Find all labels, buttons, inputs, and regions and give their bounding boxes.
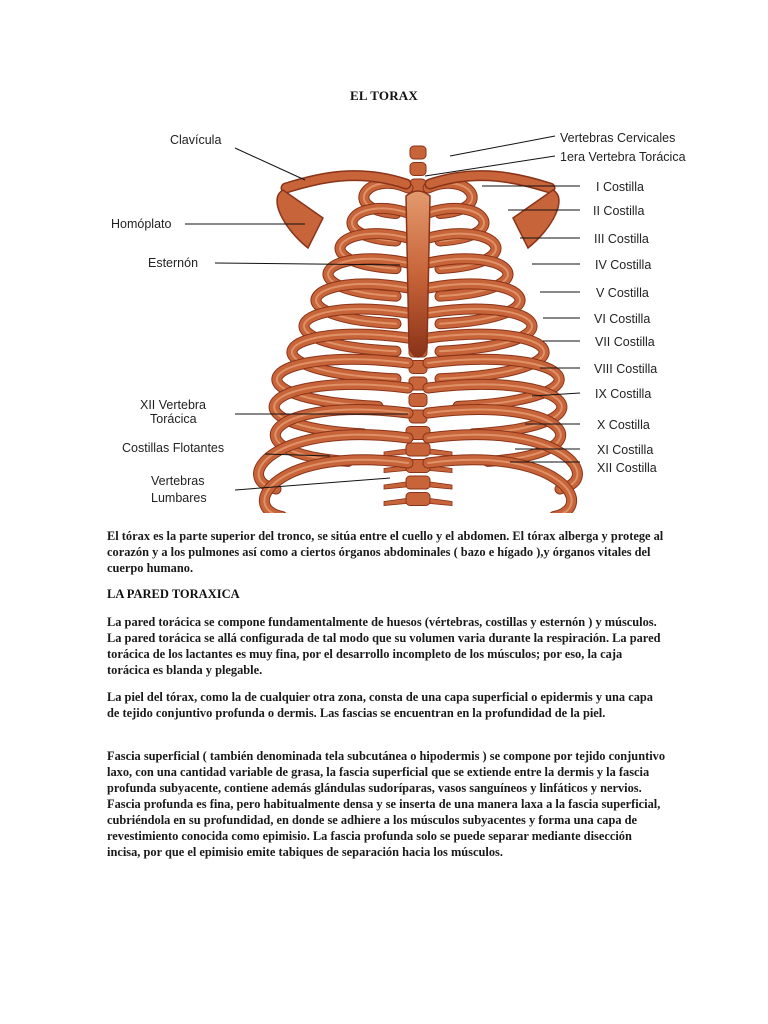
label-costilla-xii: XII Costilla bbox=[597, 461, 657, 475]
paragraph-1 bbox=[107, 614, 667, 678]
transverse-process bbox=[430, 449, 452, 456]
label-toracica: Torácica bbox=[150, 412, 197, 426]
label-costilla-xi: XI Costilla bbox=[597, 443, 654, 457]
label-costilla-ix: IX Costilla bbox=[595, 387, 652, 401]
intro-paragraph bbox=[107, 528, 667, 576]
paragraph-1-text: La pared torácica se compone fundamentalmente de huesos (vértebras, costillas y esternón ) y músculos. La pared torácica se allá configurada de tal modo que su volumen varia durante la respiración. La pared torácica de los lactantes es muy fina, por el desarrollo incompleto de los músculos; por eso, la caja torácica es blanda y plegable. bbox=[107, 615, 661, 677]
transverse-process bbox=[384, 449, 406, 456]
label-esternon: Esternón bbox=[148, 256, 199, 270]
rib-cage bbox=[259, 146, 578, 513]
paragraph-2 bbox=[107, 689, 667, 721]
label-clavicula: Clavícula bbox=[170, 133, 222, 147]
label-costilla-x: X Costilla bbox=[597, 418, 650, 432]
label-costilla-i: I Costilla bbox=[596, 180, 644, 194]
label-costilla-iv: IV Costilla bbox=[595, 258, 652, 272]
vertebra bbox=[409, 394, 427, 407]
leader-line bbox=[235, 148, 305, 180]
vertebra bbox=[410, 163, 426, 176]
paragraph-2-text: La piel del tórax, como la de cualquier otra zona, consta de una capa superficial o epidermis y una capa de tejido conjuntivo profunda o dermis. Las fascias se encuentran en la profundidad de la piel. bbox=[107, 690, 653, 720]
vertebra bbox=[406, 493, 430, 506]
label-costilla-vii: VII Costilla bbox=[595, 335, 655, 349]
page-title: EL TORAX bbox=[350, 88, 418, 103]
label-costilla-ii: II Costilla bbox=[593, 204, 645, 218]
label-costilla-v: V Costilla bbox=[596, 286, 649, 300]
vertebra bbox=[410, 146, 426, 159]
scapula-right bbox=[513, 190, 559, 248]
vertebra bbox=[406, 476, 430, 489]
label-vertebras: Vertebras bbox=[151, 474, 205, 488]
label-homoplato: Homóplato bbox=[111, 217, 172, 231]
label-costilla-iii: III Costilla bbox=[594, 232, 649, 246]
label-vertebras-cervicales: Vertebras Cervicales bbox=[560, 131, 676, 145]
paragraph-3 bbox=[107, 748, 667, 860]
label-costilla-vi: VI Costilla bbox=[594, 312, 651, 326]
transverse-process bbox=[430, 482, 452, 489]
intro-text: El tórax es la parte superior del tronco, se sitúa entre el cuello y el abdomen. El tórax alberga y protege al corazón y a los pulmones así como a ciertos órganos abdominales ( bazo e hígado ),y órganos vitales del cuerpo humano. bbox=[107, 529, 664, 575]
scapula-left bbox=[277, 190, 323, 248]
thorax-illustration bbox=[100, 118, 700, 513]
sternum bbox=[406, 191, 430, 357]
label-costilla-viii: VIII Costilla bbox=[594, 362, 658, 376]
transverse-process bbox=[430, 499, 452, 506]
label-1era-vertebra: 1era Vertebra Torácica bbox=[560, 150, 686, 164]
leader-line bbox=[450, 136, 555, 156]
label-lumbares: Lumbares bbox=[151, 491, 207, 505]
transverse-process bbox=[384, 499, 406, 506]
paragraph-3-text: Fascia superficial ( también denominada tela subcutánea o hipodermis ) se compone por tejido conjuntivo laxo, con una cantidad variable de grasa, la fascia superficial que se extiende entre la dermis y la fascia profunda subyacente, contiene además glándulas sudoríparas, vasos sanguíneos y linfáticos y nervios. Fascia profunda es fina, pero habitualmente densa y se inserta de una manera laxa a la fascia superficial, cubriéndola en su profundidad, en donde se adhiere a los músculos subyacentes y forma una capa de revestimiento conocida como epimisio. La fascia profunda solo se puede separar mediante disección incisa, por que el epimisio emite tabiques de separación hacia los músculos. bbox=[107, 749, 666, 859]
label-xii-vertebra: XII Vertebra bbox=[140, 398, 207, 412]
vertebra bbox=[406, 443, 430, 456]
section-heading: LA PARED TORAXICA bbox=[107, 587, 240, 601]
label-costillas-flotantes: Costillas Flotantes bbox=[122, 441, 225, 455]
transverse-process bbox=[384, 482, 406, 489]
